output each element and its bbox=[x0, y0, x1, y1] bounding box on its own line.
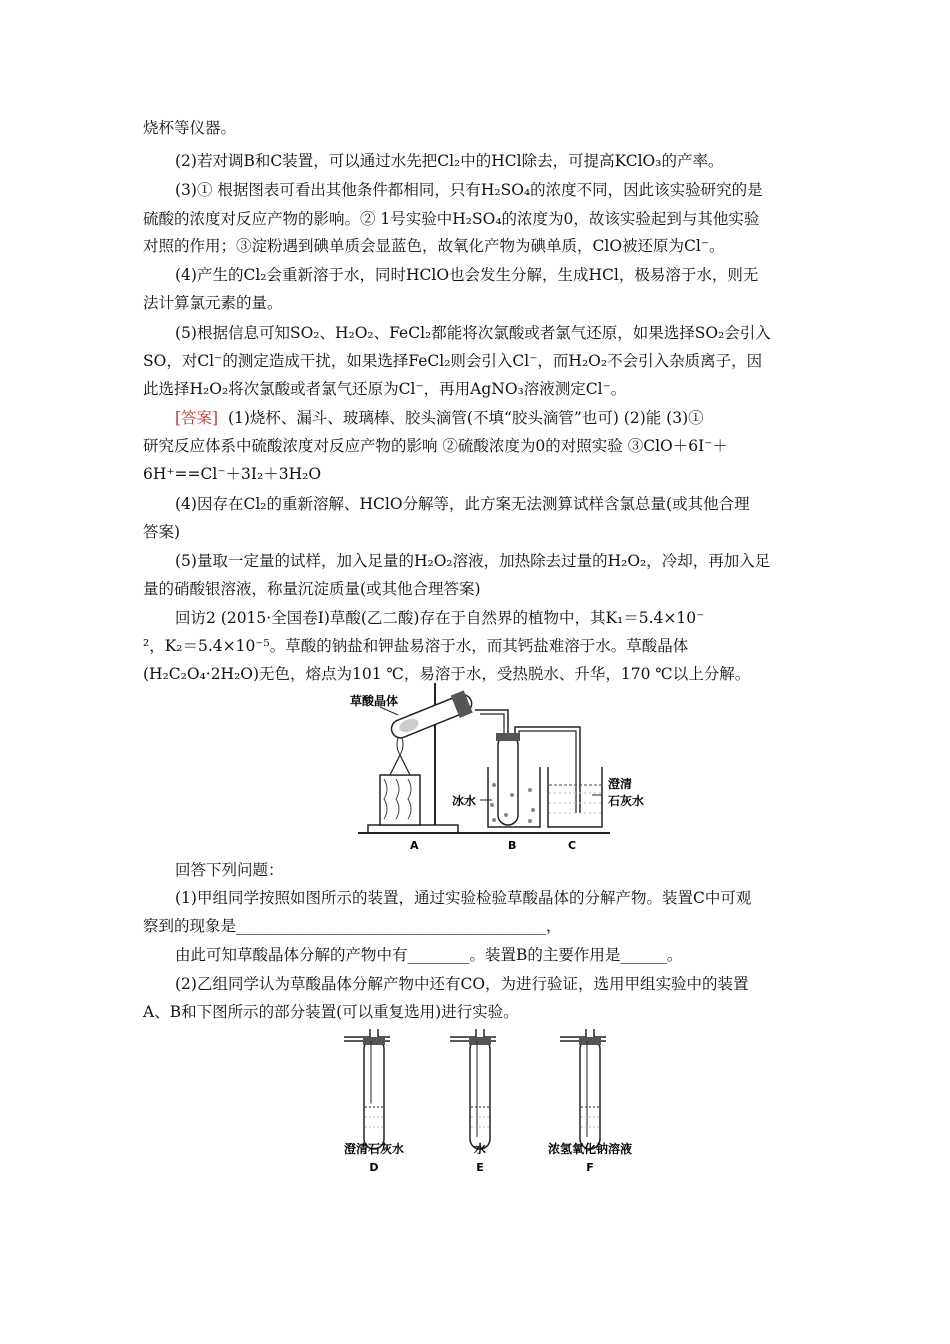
tube-E bbox=[450, 1029, 496, 1149]
label-D: D bbox=[369, 1161, 379, 1174]
label-E-name: 水 bbox=[473, 1142, 487, 1156]
text-line: (2)乙组同学认为草酸晶体分解产物中还有CO，为进行验证，选用甲组实验中的装置 bbox=[175, 975, 749, 993]
text-line: 研究反应体系中硫酸浓度对反应产物的影响 ②硫酸浓度为0的对照实验 ③ClO＋6I⁻＋ bbox=[143, 437, 728, 455]
answer-line bbox=[175, 408, 825, 428]
apparatus-figure-def bbox=[330, 1025, 650, 1180]
label-D-name: 澄清石灰水 bbox=[343, 1142, 405, 1156]
text-line: 由此可知草酸晶体分解的产物中有________。装置B的主要作用是______。 bbox=[175, 946, 683, 964]
label-limewater-1: 澄清 bbox=[608, 777, 633, 791]
text-line: ²，K₂＝5.4×10⁻⁵。草酸的钠盐和钾盐易溶于水，而其钙盐难溶于水。草酸晶体 bbox=[143, 637, 689, 655]
text-line: (4)产生的Cl₂会重新溶于水，同时HClO也会发生分解，生成HCl，极易溶于水，则无 bbox=[175, 266, 759, 284]
text-line: (5)根据信息可知SO₂、H₂O₂、FeCl₂都能将次氯酸或者氯气还原，如果选择SO₂会引入 bbox=[175, 324, 771, 342]
apparatus-figure-abc bbox=[340, 675, 680, 855]
text-line: 察到的现象是________________________________________， bbox=[143, 917, 562, 935]
tube-F bbox=[560, 1029, 606, 1149]
text-line: 法计算氯元素的量。 bbox=[143, 294, 283, 312]
text-line: 量的硝酸银溶液，称量沉淀质量(或其他合理答案) bbox=[143, 580, 481, 598]
label-oxalic-crystal: 草酸晶体 bbox=[350, 694, 399, 708]
text-line: (2)若对调B和C装置，可以通过水先把Cl₂中的HCl除去，可提高KClO₃的产率。 bbox=[175, 152, 724, 170]
label-F-name: 浓氢氧化钠溶液 bbox=[547, 1142, 633, 1156]
label-A: A bbox=[410, 839, 419, 852]
text-line: (1)甲组同学按照如图所示的装置，通过实验检验草酸晶体的分解产物。装置C中可观 bbox=[175, 889, 752, 907]
text-line: 硫酸的浓度对反应产物的影响。② 1号实验中H₂SO₄的浓度为0，故该实验起到与其他实验 bbox=[143, 210, 760, 228]
label-C: C bbox=[568, 839, 577, 852]
label-limewater-2: 石灰水 bbox=[608, 794, 645, 808]
text-line: 烧杯等仪器。 bbox=[143, 119, 237, 137]
text-line: 此选择H₂O₂将次氯酸或者氯气还原为Cl⁻，再用AgNO₃溶液测定Cl⁻。 bbox=[143, 380, 627, 398]
text-line: (5)量取一定量的试样，加入足量的H₂O₂溶液，加热除去过量的H₂O₂，冷却，再加入足 bbox=[175, 552, 771, 570]
tube-D bbox=[344, 1029, 390, 1149]
label-ice-water: 冰水 bbox=[452, 794, 477, 808]
text-line: 回答下列问题： bbox=[175, 861, 284, 879]
text-line: A、B和下图所示的部分装置(可以重复选用)进行实验。 bbox=[143, 1003, 519, 1021]
text-line: 6H⁺==Cl⁻＋3I₂＋3H₂O bbox=[143, 465, 322, 483]
text-line: 回访2 (2015·全国卷Ⅰ)草酸(乙二酸)存在于自然界的植物中，其K₁＝5.4×10⁻ bbox=[175, 609, 705, 627]
answer-tag: [答案] bbox=[175, 409, 219, 427]
text-line: 对照的作用；③淀粉遇到碘单质会显蓝色，故氧化产物为碘单质，ClO被还原为Cl⁻。 bbox=[143, 237, 725, 255]
label-F: F bbox=[586, 1161, 594, 1174]
answer-text: (1)烧杯、漏斗、玻璃棒、胶头滴管(不填“胶头滴管”也可) (2)能 (3)① bbox=[227, 409, 704, 427]
text-line: (4)因存在Cl₂的重新溶解、HClO分解等，此方案无法测算试样含氯总量(或其他合理 bbox=[175, 495, 750, 513]
text-line: (3)① 根据图表可看出其他条件都相同，只有H₂SO₄的浓度不同，因此该实验研究的是 bbox=[175, 181, 763, 199]
text-line: (H₂C₂O₄·2H₂O)无色，熔点为101 ℃，易溶于水，受热脱水、升华，170 ℃以上分解。 bbox=[143, 665, 751, 683]
text-line: 答案) bbox=[143, 523, 181, 541]
label-B: B bbox=[508, 839, 517, 852]
label-E: E bbox=[476, 1161, 484, 1174]
text-line: SO，对Cl⁻的测定造成干扰，如果选择FeCl₂则会引入Cl⁻，而H₂O₂不会引入杂质离子，因 bbox=[143, 352, 763, 370]
